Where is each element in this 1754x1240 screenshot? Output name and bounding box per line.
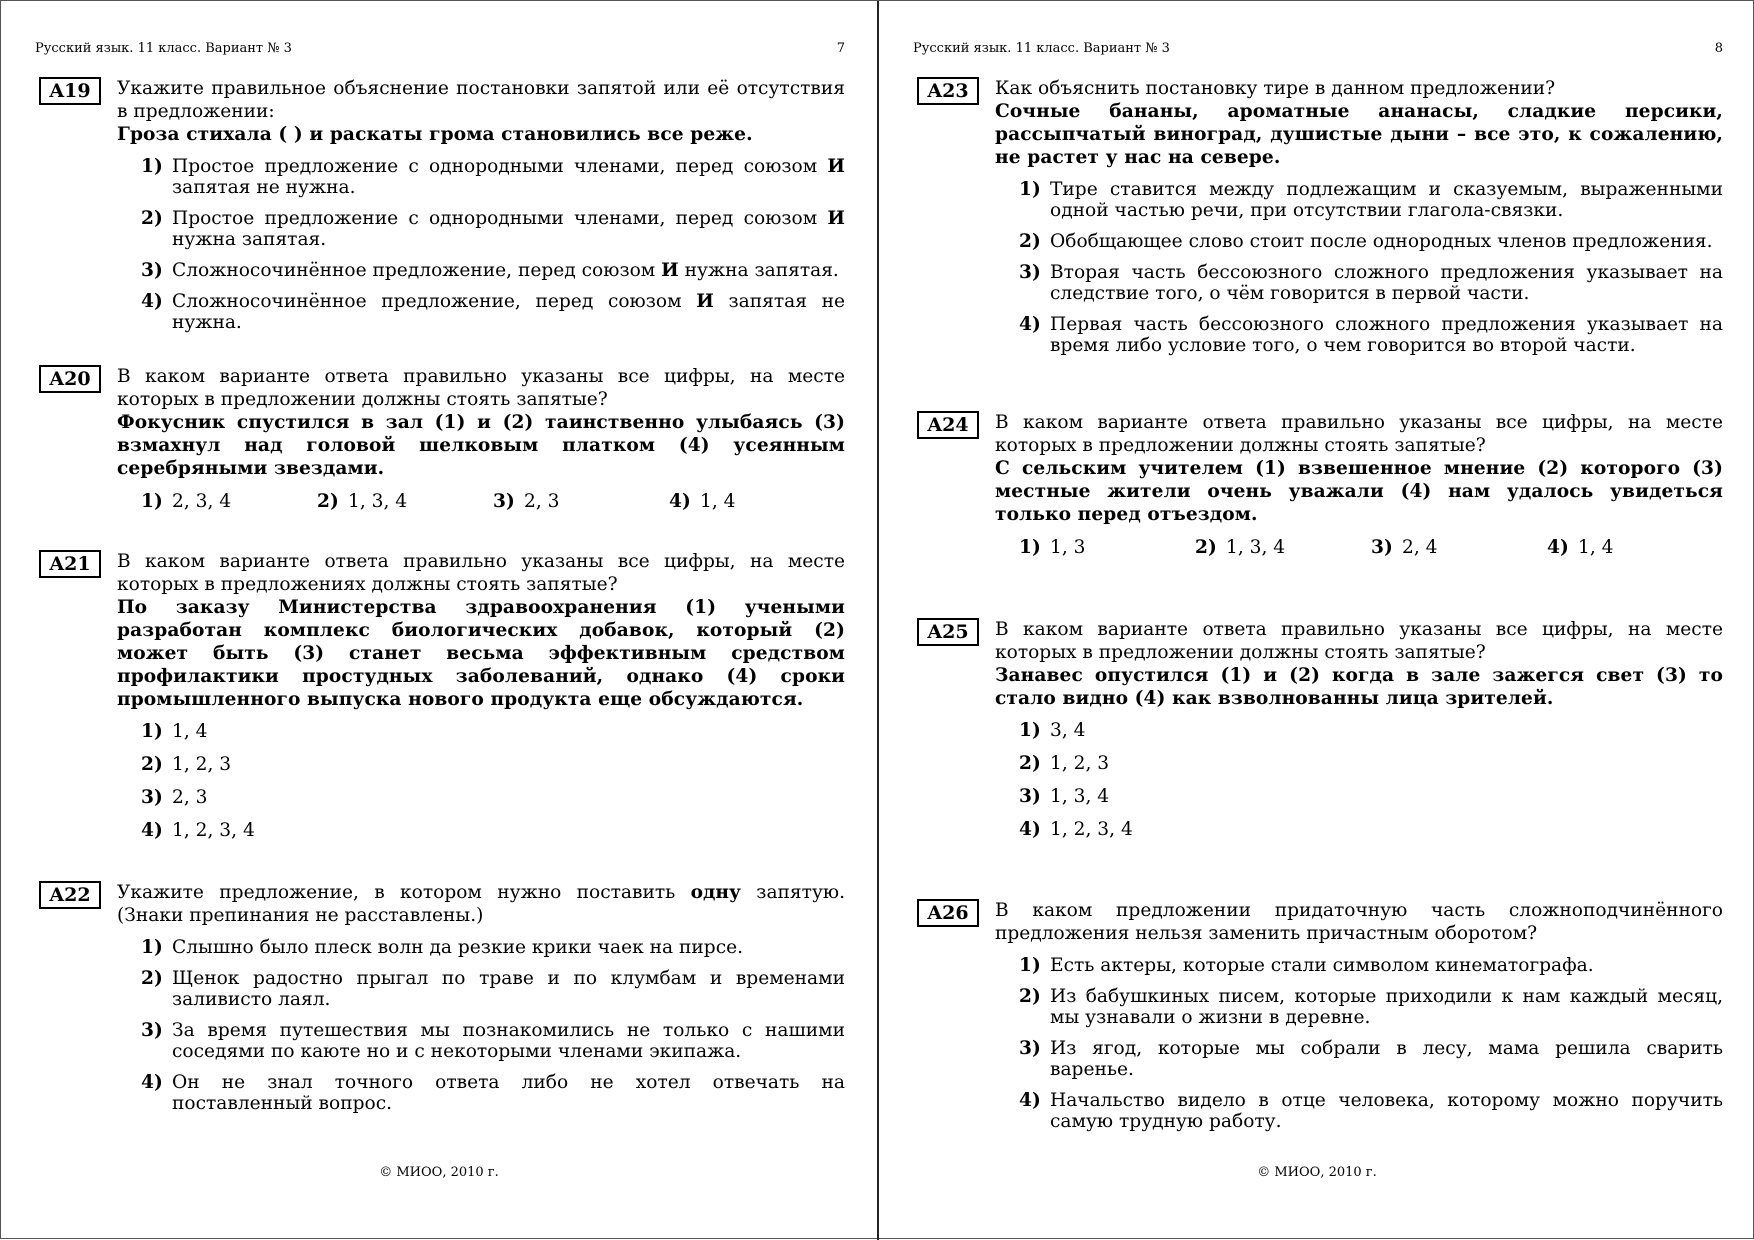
answer-option[interactable]	[141, 291, 845, 333]
question-label: A24	[917, 411, 979, 439]
option-text: 2, 3	[524, 491, 560, 512]
answer-option[interactable]	[1547, 536, 1723, 559]
question-prompt: Укажите предложение, в котором нужно поставить одну запятую. (Знаки препинания не расставлены.)	[117, 882, 845, 926]
option-text: Щенок радостно прыгал по траве и по клумбам и временами заливисто лаял.	[172, 968, 845, 1010]
option-text: 1, 2, 3	[172, 754, 232, 775]
option-text: За время путешествия мы познакомились не только с нашими соседями по каюте но и с некоторыми членами экипажа.	[172, 1020, 845, 1062]
answer-option[interactable]	[1019, 179, 1723, 221]
option-text: Обобщающее слово стоит после однородных членов предложения.	[1050, 231, 1713, 252]
option-number: 2)	[1019, 231, 1041, 252]
header-title: Русский язык. 11 класс. Вариант № 3	[35, 41, 292, 56]
question-prompt: В каком варианте ответа правильно указаны все цифры, на месте которых в предложении должны стоять запятые?	[117, 366, 845, 410]
option-number: 4)	[141, 291, 163, 312]
answer-option[interactable]	[493, 490, 669, 513]
option-text: 1, 3	[1050, 537, 1086, 558]
answer-option[interactable]	[141, 260, 845, 281]
option-text: Начальство видело в отце человека, которому можно поручить самую трудную работу.	[1050, 1090, 1723, 1132]
answer-option[interactable]	[141, 721, 845, 742]
option-text: Тире ставится между подлежащим и сказуемым, выраженными одной частью речи, при отсутствии глагола-связки.	[1050, 179, 1723, 221]
answer-options	[1019, 179, 1723, 356]
question-a23	[917, 77, 1723, 366]
option-number: 3)	[493, 491, 515, 512]
question-a26	[917, 899, 1723, 1142]
answer-option[interactable]	[1019, 786, 1723, 807]
question-sentence: Фокусник спустился в зал (1) и (2) таинственно улыбаясь (3) взмахнул над головой шелковым платком (4) усеянным серебряными звездами.	[117, 412, 845, 479]
answer-option[interactable]	[317, 490, 493, 513]
answer-option[interactable]	[669, 490, 845, 513]
option-number: 3)	[1019, 786, 1041, 807]
option-text: Сложносочинённое предложение, перед союзом И нужна запятая.	[172, 260, 839, 281]
answer-option[interactable]	[141, 754, 845, 775]
question-prompt: В каком варианте ответа правильно указаны все цифры, на месте которых в предложении должны стоять запятые?	[995, 412, 1723, 456]
question-label: A25	[917, 618, 979, 646]
option-number: 3)	[141, 1020, 163, 1041]
option-text: Он не знал точного ответа либо не хотел отвечать на поставленный вопрос.	[172, 1072, 845, 1114]
answer-option[interactable]	[1019, 1038, 1723, 1080]
answer-option[interactable]	[1019, 753, 1723, 774]
option-text: 1, 3, 4	[1226, 537, 1286, 558]
answer-options	[1019, 536, 1723, 559]
question-label: A21	[39, 550, 101, 578]
question-a21	[39, 550, 845, 853]
question-prompt: Укажите правильное объяснение постановки запятой или её отсутствия в предложении:	[117, 78, 845, 122]
question-label: A23	[917, 77, 979, 105]
option-number: 3)	[141, 787, 163, 808]
option-number: 2)	[141, 968, 163, 989]
answer-option[interactable]	[141, 1020, 845, 1062]
left-page	[1, 1, 877, 1240]
answer-option[interactable]	[1019, 536, 1195, 559]
option-number: 3)	[1019, 262, 1041, 283]
option-number: 4)	[1019, 1090, 1041, 1111]
option-number: 4)	[1019, 819, 1041, 840]
option-number: 4)	[141, 1072, 163, 1093]
option-text: Простое предложение с однородными членами, перед союзом И запятая не нужна.	[172, 156, 845, 198]
question-sentence: Сочные бананы, ароматные ананасы, сладкие персики, рассыпчатый виноград, душистые дыни – все это, к сожалению, не растет у нас на севере.	[995, 101, 1723, 168]
answer-option[interactable]	[141, 490, 317, 513]
option-number: 1)	[141, 491, 163, 512]
option-text: Есть актеры, которые стали символом кинематографа.	[1050, 955, 1594, 976]
option-text: 1, 2, 3	[1050, 753, 1110, 774]
question-sentence: С сельским учителем (1) взвешенное мнение (2) которого (3) местные жители очень уважали (4) нам удалось увидеться только перед отъездом.	[995, 458, 1723, 525]
question-a19	[39, 77, 845, 343]
option-text: Простое предложение с однородными членами, перед союзом И нужна запятая.	[172, 208, 845, 250]
question-prompt: В каком предложении придаточную часть сложноподчинённого предложения нельзя заменить причастным оборотом?	[995, 900, 1723, 944]
answer-option[interactable]	[1019, 231, 1723, 252]
option-text: Из ягод, которые мы собрали в лесу, мама решила сварить варенье.	[1050, 1038, 1723, 1080]
answer-option[interactable]	[141, 208, 845, 250]
question-label: A26	[917, 899, 979, 927]
option-number: 1)	[1019, 955, 1041, 976]
question-label: A20	[39, 365, 101, 393]
answer-option[interactable]	[141, 156, 845, 198]
option-number: 3)	[1019, 1038, 1041, 1059]
question-a25	[917, 618, 1723, 852]
question-a24	[917, 411, 1723, 559]
option-number: 1)	[141, 721, 163, 742]
option-text: 2, 3, 4	[172, 491, 232, 512]
question-a20	[39, 365, 845, 513]
option-number: 3)	[1371, 537, 1393, 558]
answer-option[interactable]	[1019, 819, 1723, 840]
option-text: 3, 4	[1050, 720, 1086, 741]
option-number: 1)	[141, 156, 163, 177]
answer-option[interactable]	[141, 787, 845, 808]
option-text: 1, 2, 3, 4	[1050, 819, 1133, 840]
option-number: 1)	[1019, 720, 1041, 741]
question-label: A22	[39, 881, 101, 909]
page-number: 8	[1714, 41, 1723, 56]
option-text: Из бабушкиных писем, которые приходили к нам каждый месяц, мы узнавали о жизни в деревне.	[1050, 986, 1723, 1028]
question-prompt: Как объяснить постановку тире в данном предложении?	[995, 78, 1556, 99]
question-sentence: Гроза стихала ( ) и раскаты грома становились все реже.	[117, 124, 753, 145]
option-text: 2, 4	[1402, 537, 1438, 558]
right-page	[879, 1, 1754, 1240]
question-prompt: В каком варианте ответа правильно указаны все цифры, на месте которых в предложении должны стоять запятые?	[995, 619, 1723, 663]
option-text: 1, 4	[700, 491, 736, 512]
question-a22	[39, 881, 845, 1124]
option-number: 3)	[141, 260, 163, 281]
option-text: 1, 4	[172, 721, 208, 742]
answer-option[interactable]	[141, 937, 845, 958]
option-text: 1, 3, 4	[348, 491, 408, 512]
answer-option[interactable]	[1019, 262, 1723, 304]
option-text: 1, 2, 3, 4	[172, 820, 255, 841]
option-number: 4)	[1547, 537, 1569, 558]
option-number: 2)	[141, 208, 163, 229]
option-text: 1, 3, 4	[1050, 786, 1110, 807]
answer-option[interactable]	[1019, 720, 1723, 741]
answer-options	[141, 937, 845, 1114]
question-sentence: По заказу Министерства здравоохранения (1) учеными разработан комплекс биологических добавок, который (2) может быть (3) станет весьма эффективным средством профилактики простудных заболеваний, однако (4) сроки промышленного выпуска нового продукта еще обсуждаются.	[117, 597, 845, 710]
option-text: 2, 3	[172, 787, 208, 808]
answer-option[interactable]	[1019, 314, 1723, 356]
answer-option[interactable]	[141, 968, 845, 1010]
page-number: 7	[836, 41, 845, 56]
option-number: 2)	[1019, 753, 1041, 774]
option-number: 1)	[141, 937, 163, 958]
option-number: 2)	[1019, 986, 1041, 1007]
answer-options	[141, 721, 845, 841]
option-number: 4)	[141, 820, 163, 841]
header-title: Русский язык. 11 класс. Вариант № 3	[913, 41, 1170, 56]
answer-options	[1019, 955, 1723, 1132]
option-number: 4)	[1019, 314, 1041, 335]
option-number: 4)	[669, 491, 691, 512]
answer-option[interactable]	[141, 1072, 845, 1114]
answer-option[interactable]	[1019, 986, 1723, 1028]
answer-option[interactable]	[1019, 955, 1723, 976]
option-number: 2)	[317, 491, 339, 512]
option-text: Вторая часть бессоюзного сложного предложения указывает на следствие того, о чём говорится в первой части.	[1050, 262, 1723, 304]
answer-options	[1019, 720, 1723, 840]
option-text: 1, 4	[1578, 537, 1614, 558]
option-number: 2)	[141, 754, 163, 775]
footer-copyright: © МИОО, 2010 г.	[379, 1165, 499, 1180]
option-number: 2)	[1195, 537, 1217, 558]
answer-option[interactable]	[141, 820, 845, 841]
option-number: 1)	[1019, 537, 1041, 558]
answer-option[interactable]	[1371, 536, 1547, 559]
option-text: Слышно было плеск волн да резкие крики чаек на пирсе.	[172, 937, 744, 958]
answer-options	[141, 156, 845, 333]
option-text: Сложносочинённое предложение, перед союзом И запятая не нужна.	[172, 291, 845, 333]
question-sentence: Занавес опустился (1) и (2) когда в зале зажегся свет (3) то стало видно (4) как взволнованны лица зрителей.	[995, 665, 1723, 709]
answer-options	[141, 490, 845, 513]
question-prompt: В каком варианте ответа правильно указаны все цифры, на месте которых в предложениях должны стоять запятые?	[117, 551, 845, 595]
question-label: A19	[39, 77, 101, 105]
option-number: 1)	[1019, 179, 1041, 200]
answer-option[interactable]	[1019, 1090, 1723, 1132]
answer-option[interactable]	[1195, 536, 1371, 559]
footer-copyright: © МИОО, 2010 г.	[1257, 1165, 1377, 1180]
option-text: Первая часть бессоюзного сложного предложения указывает на время либо условие того, о чем говорится во второй части.	[1050, 314, 1723, 356]
